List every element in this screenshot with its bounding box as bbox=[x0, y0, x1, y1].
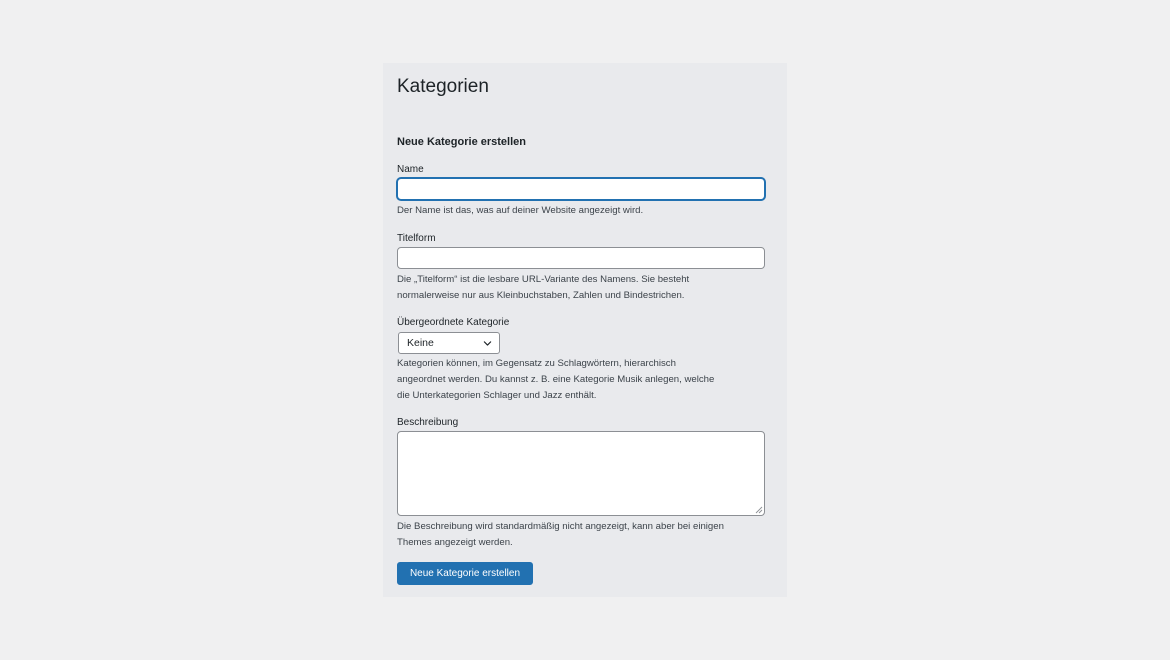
name-label: Name bbox=[397, 164, 424, 175]
parent-label: Übergeordnete Kategorie bbox=[397, 317, 510, 328]
slug-label: Titelform bbox=[397, 233, 436, 244]
name-help-text: Der Name ist das, was auf deiner Website angezeigt wird. bbox=[397, 205, 644, 216]
add-category-button[interactable]: Neue Kategorie erstellen bbox=[397, 562, 533, 585]
parent-help-text bbox=[397, 356, 771, 404]
parent-help-line: angeordnet werden. Du kannst z. B. eine Kategorie Musik anlegen, welche bbox=[397, 374, 715, 385]
slug-input[interactable] bbox=[397, 247, 765, 269]
parent-select-value: Keine bbox=[407, 337, 434, 349]
description-help-text bbox=[397, 519, 771, 551]
parent-help-line: die Unterkategorien Schlager und Jazz enthält. bbox=[397, 390, 597, 401]
description-help-line: Die Beschreibung wird standardmäßig nicht angezeigt, kann aber bei einigen bbox=[397, 521, 724, 532]
description-help-line: Themes angezeigt werden. bbox=[397, 537, 513, 548]
description-label: Beschreibung bbox=[397, 417, 459, 428]
resize-grip-icon[interactable] bbox=[755, 506, 763, 514]
add-category-panel bbox=[383, 63, 787, 597]
section-title: Neue Kategorie erstellen bbox=[397, 136, 526, 148]
name-input[interactable] bbox=[397, 178, 765, 200]
parent-help-line: Kategorien können, im Gegensatz zu Schlagwörtern, hierarchisch bbox=[397, 358, 676, 369]
parent-select[interactable] bbox=[398, 332, 500, 354]
slug-help-line: Die „Titelform“ ist die lesbare URL-Variante des Namens. Sie besteht bbox=[397, 274, 690, 285]
chevron-down-icon bbox=[483, 339, 492, 348]
slug-help-line: normalerweise nur aus Kleinbuchstaben, Zahlen und Bindestrichen. bbox=[397, 290, 685, 301]
description-textarea[interactable] bbox=[397, 431, 765, 516]
slug-help-text bbox=[397, 272, 771, 304]
page-title: Kategorien bbox=[397, 76, 489, 97]
